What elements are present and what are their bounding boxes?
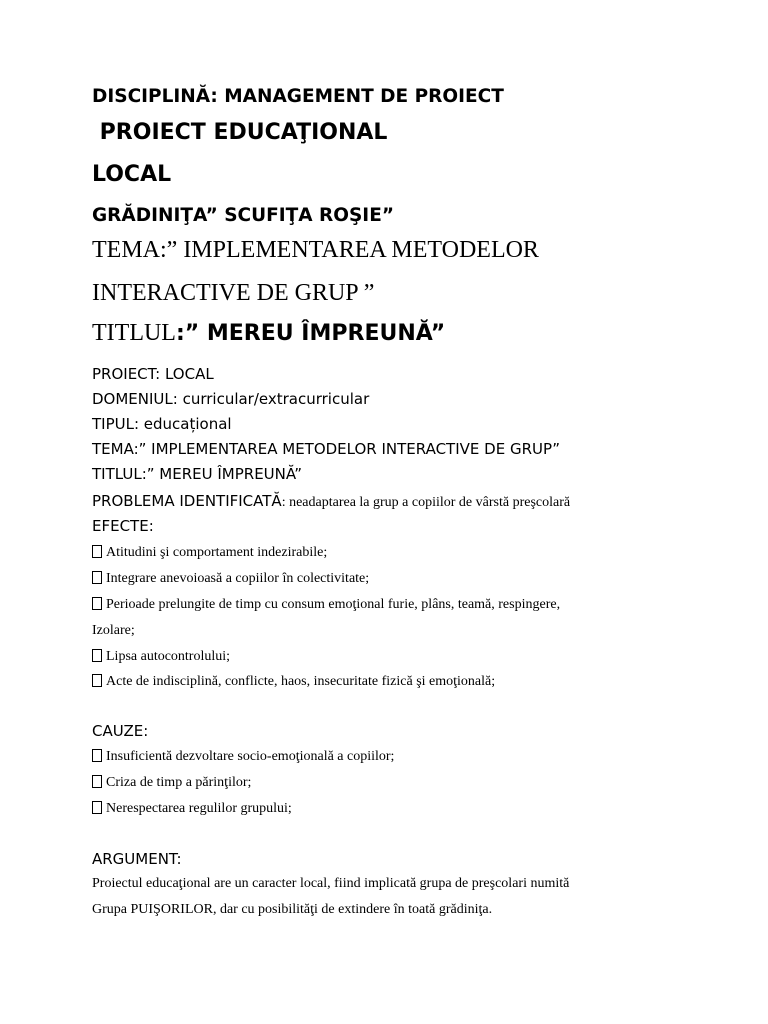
title-heading: [92, 320, 445, 347]
effect-item: [92, 597, 560, 613]
meta-tipul: TIPUL: educațional: [92, 415, 232, 433]
cause-text: Nerespectarea regulilor grupului;: [106, 801, 292, 816]
effect-item: [92, 571, 369, 587]
effect-text: Atitudini şi comportament indezirabile;: [106, 545, 328, 560]
cause-item: [92, 801, 292, 817]
argument-heading: ARGUMENT:: [92, 850, 182, 868]
argument-paragraph-line: Proiectul educaţional are un caracter local, fiind implicată grupa de preşcolari numită: [92, 876, 570, 891]
bullet-icon: [92, 749, 102, 762]
bullet-icon: [92, 775, 102, 788]
effects-heading: EFECTE:: [92, 517, 154, 535]
effect-item: [92, 674, 495, 690]
discipline-heading: DISCIPLINĂ: MANAGEMENT DE PROIECT: [92, 86, 504, 107]
meta-problema: [92, 492, 570, 511]
project-local-heading: LOCAL: [92, 162, 172, 187]
bullet-icon: [92, 545, 102, 558]
title-value: :” MEREU ÎMPREUNĂ”: [175, 321, 446, 346]
bullet-icon: [92, 649, 102, 662]
effect-text: Integrare anevoioasă a copiilor în colectivitate;: [106, 571, 370, 586]
bullet-icon: [92, 801, 102, 814]
problema-text: : neadaptarea la grup a copiilor de vârstă preşcolară: [281, 495, 571, 510]
kindergarten-heading: GRĂDINIŢA” SCUFIŢA ROŞIE”: [92, 205, 394, 226]
meta-tema: TEMA:” IMPLEMENTAREA METODELOR INTERACTIVE DE GRUP”: [92, 440, 561, 458]
effect-item: [92, 545, 327, 561]
meta-domeniul: DOMENIUL: curricular/extracurricular: [92, 390, 370, 408]
problema-label: PROBLEMA IDENTIFICATĂ: [92, 492, 282, 510]
bullet-icon: [92, 597, 102, 610]
theme-heading-line2: INTERACTIVE DE GRUP ”: [92, 280, 375, 306]
project-title: [92, 120, 387, 145]
title-prefix: TITLUL: [92, 320, 176, 346]
cause-text: Insuficientă dezvoltare socio-emoţională a copiilor;: [106, 749, 395, 764]
cause-text: Criza de timp a părinţilor;: [106, 775, 252, 790]
bullet-icon: [92, 674, 102, 687]
effect-text: Acte de indisciplină, conflicte, haos, insecuritate fizică şi emoţională;: [106, 674, 496, 689]
effect-item-continuation: Izolare;: [92, 623, 135, 638]
meta-titlul: TITLUL:” MEREU ÎMPREUNĂ”: [92, 465, 303, 483]
cause-item: [92, 775, 251, 791]
cause-item: [92, 749, 394, 765]
bullet-icon: [92, 571, 102, 584]
effect-item: [92, 649, 230, 665]
meta-proiect: PROIECT: LOCAL: [92, 365, 214, 383]
argument-paragraph-line: Grupa PUIŞORILOR, dar cu posibilităţi de extindere în toată grădiniţa.: [92, 902, 493, 917]
project-title-text: PROIECT EDUCAŢIONAL: [99, 120, 388, 145]
causes-heading: CAUZE:: [92, 722, 149, 740]
theme-heading-line1: TEMA:” IMPLEMENTAREA METODELOR: [92, 237, 539, 263]
effect-text: Perioade prelungite de timp cu consum emoţional furie, plâns, teamă, respingere,: [106, 597, 561, 612]
effect-text: Lipsa autocontrolului;: [106, 649, 231, 664]
